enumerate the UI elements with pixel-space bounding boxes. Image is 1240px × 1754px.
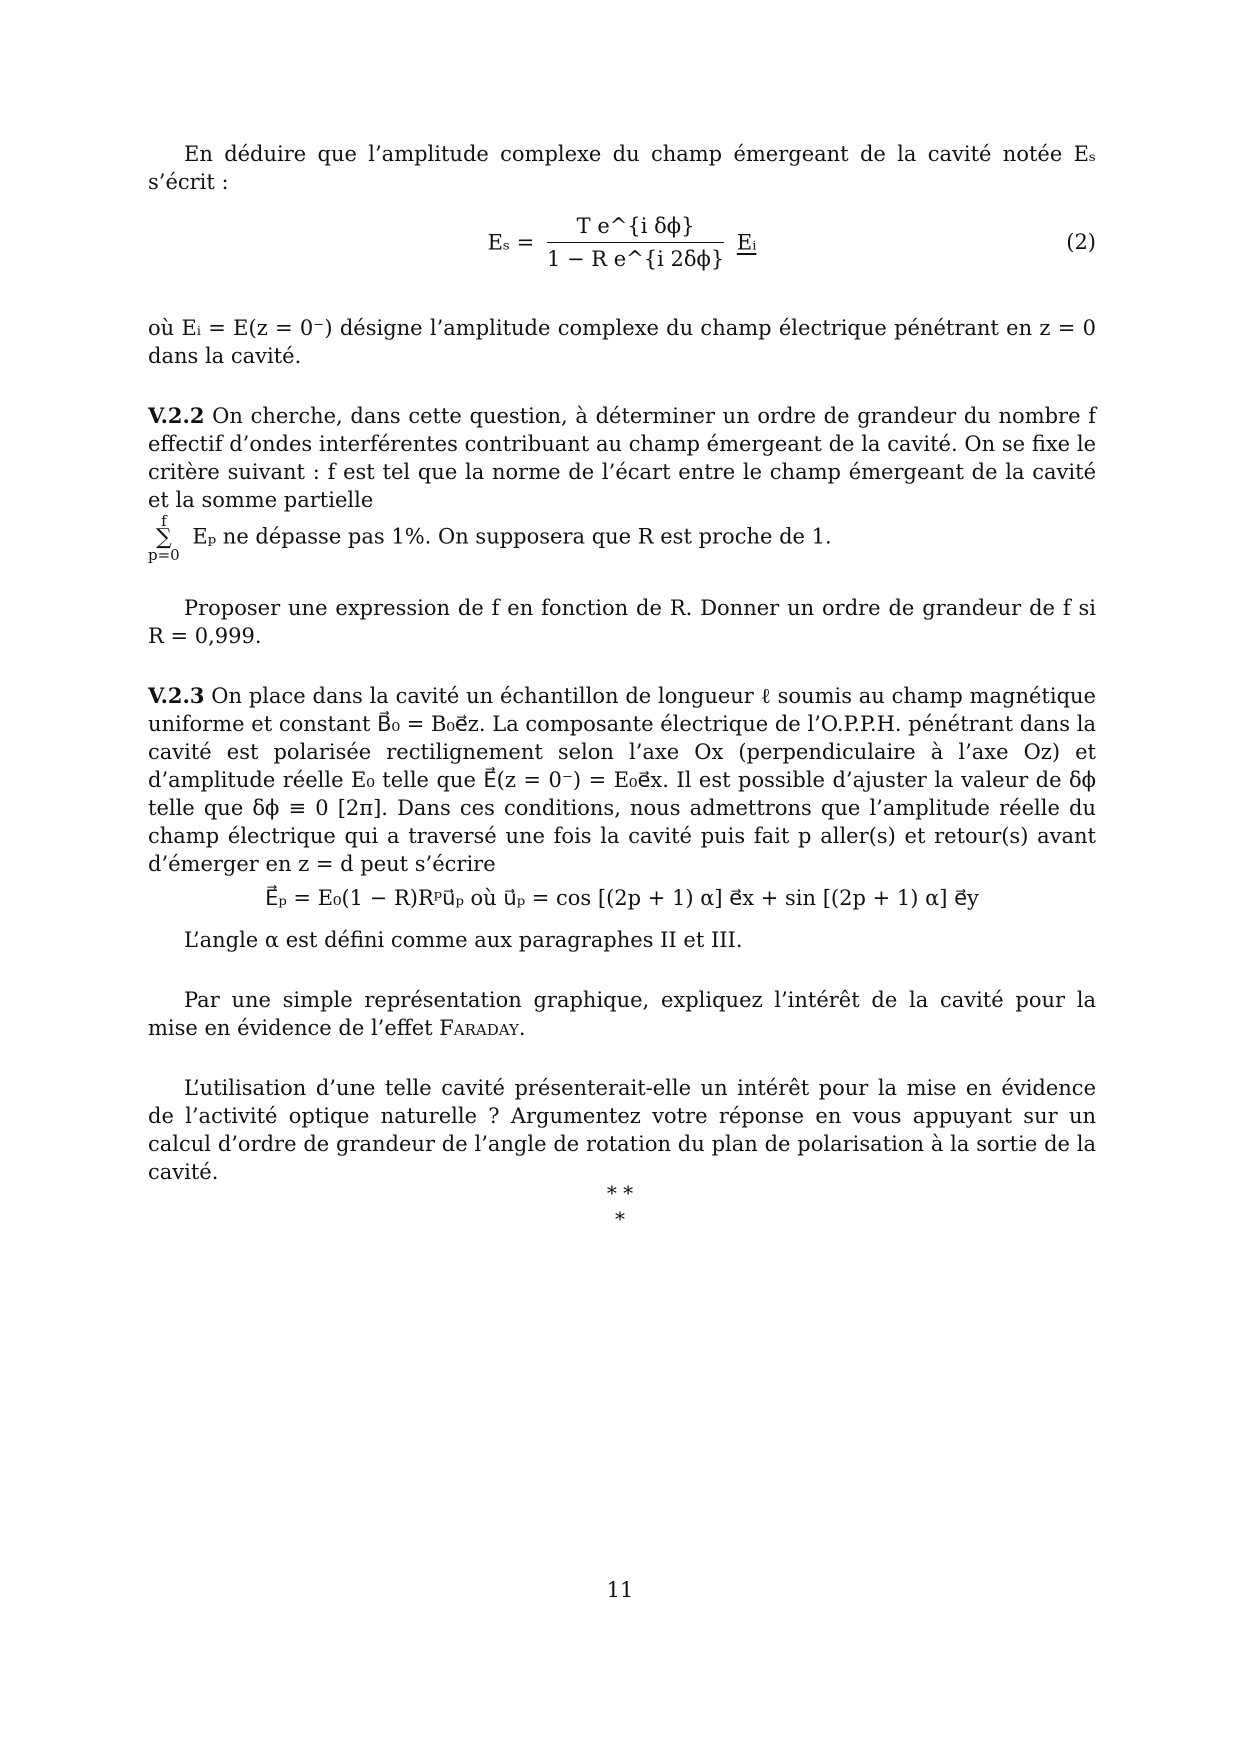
sigma-glyph: ∑ — [156, 525, 172, 550]
faraday-period: . — [518, 1016, 526, 1040]
equation-2 — [148, 204, 1096, 300]
question-label: V.2.2 — [148, 403, 205, 428]
equation-number: (2) — [1066, 230, 1096, 254]
sum-upper: f — [161, 512, 167, 530]
paragraph-intro: En déduire que l’amplitude complexe du champ émergeant de la cavité notée Eₛ s’écrit : — [148, 142, 1096, 194]
partial-sum-line — [148, 514, 1096, 562]
sum-symbol — [148, 514, 180, 562]
sum-continuation: Eₚ ne dépasse pas 1%. On supposera que R est proche de 1. — [192, 524, 832, 549]
sum-lower: p=0 — [148, 546, 180, 564]
equation-2-rhs: Eᵢ — [736, 230, 757, 255]
paragraph-definition: où Eᵢ = E(z = 0⁻) désigne l’amplitude complexe du champ électrique pénétrant en z = 0 dans la cavité. — [148, 316, 1096, 368]
question-label: V.2.3 — [148, 683, 205, 708]
paragraph-optical-activity: L’utilisation d’une telle cavité présenterait-elle un intérêt pour la mise en évidence de l’activité optique naturelle ? Argumentez votre réponse en vous appuyant sur un calcul d’ordre de grandeur de l’angle de rotation du plan de polarisation à la sortie de la cavité. — [148, 1076, 1096, 1184]
paragraph-angle: L’angle α est défini comme aux paragraphes II et III. — [184, 928, 743, 952]
question-v22 — [148, 402, 1096, 514]
equation-2-fraction — [547, 212, 724, 273]
faraday-name: Faraday — [439, 1016, 519, 1040]
question-text: On cherche, dans cette question, à déterminer un ordre de grandeur du nombre f effectif d’ondes interférentes contribuant au champ émergeant de la cavité. On se fixe le critère suivant : f est tel que la norme de l’écart entre le champ émergeant de la cavité et la somme partielle — [148, 404, 1096, 512]
page-number: 11 — [606, 1578, 634, 1602]
section-stars-top: * * — [606, 1181, 634, 1205]
equation-2-numerator: T e^{i δϕ} — [547, 212, 724, 243]
section-stars-bottom: * — [615, 1207, 625, 1231]
faraday-text: Par une simple représentation graphique, expliquez l’intérêt de la cavité pour la mise en évidence de l’effet — [148, 988, 1096, 1040]
paragraph-faraday — [148, 986, 1096, 1042]
question-v23 — [148, 682, 1096, 878]
equation-2-lhs: Eₛ = — [487, 230, 535, 255]
equation-2-denominator: 1 − R e^{i 2δϕ} — [546, 247, 725, 271]
equation-field: E⃗ₚ = E₀(1 − R)Rᵖu⃗ₚ où u⃗ₚ = cos [(2p + 1) α] e⃗x + sin [(2p + 1) α] e⃗y — [265, 886, 979, 910]
page-body — [148, 140, 1096, 1186]
paragraph-proposal: Proposer une expression de f en fonction de R. Donner un ordre de grandeur de f si R = 0,999. — [148, 596, 1096, 648]
equation-2-body — [148, 212, 1096, 273]
question-text: On place dans la cavité un échantillon de longueur ℓ soumis au champ magnétique uniforme et constant B⃗₀ = B₀e⃗z. La composante électrique de l’O.P.P.H. pénétrant dans la cavité est polarisée rectilignement selon l’axe Ox (perpendiculaire à l’axe Oz) et d’amplitude réelle E₀ telle que E⃗(z = 0⁻) = E₀e⃗x. Il est possible d’ajuster la valeur de δϕ telle que δϕ ≡ 0 [2π]. Dans ces conditions, nous admettrons que l’amplitude réelle du champ électrique qui a traversé une fois la cavité puis fait p aller(s) et retour(s) avant d’émerger en z = d peut s’écrire — [148, 684, 1096, 876]
